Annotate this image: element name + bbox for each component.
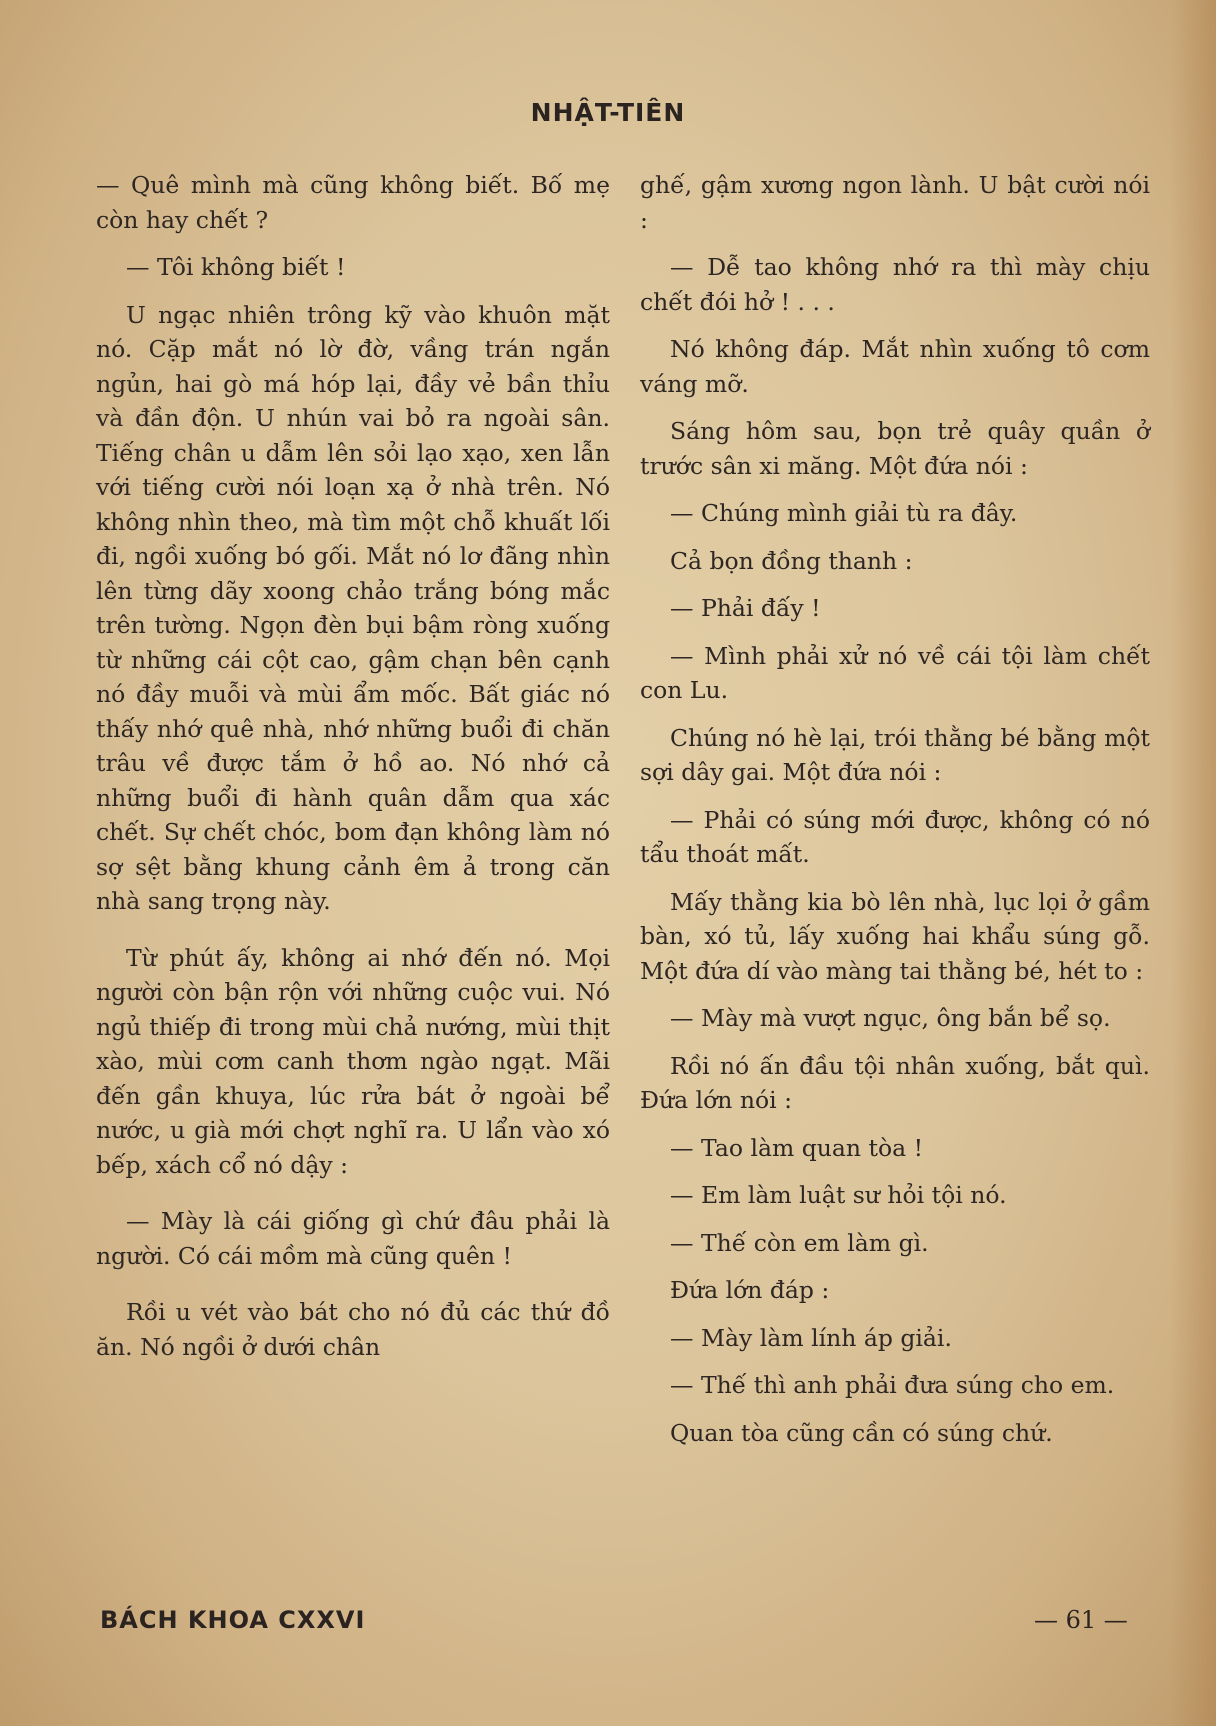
paragraph: Nó không đáp. Mắt nhìn xuống tô cơm váng mỡ. — [640, 335, 1150, 398]
paragraph: Từ phút ấy, không ai nhớ đến nó. Mọi người còn bận rộn với những cuộc vui. Nó ngủ thiếp đi trong mùi chả nướng, mùi thịt xào, mùi cơm canh thơm ngào ngạt. Mãi đến gần khuya, lúc rửa bát ở ngoài bể nước, u già mới chợt nghĩ ra. U lẩn vào xó bếp, xách cổ nó dậy : — [96, 943, 610, 1179]
paragraph: — Quê mình mà cũng không biết. Bố mẹ còn hay chết ? — [96, 171, 610, 234]
paragraph: — Mày mà vượt ngục, ông bắn bể sọ. — [670, 1004, 1111, 1032]
paragraph: — Em làm luật sư hỏi tội nó. — [670, 1181, 1007, 1209]
paragraph: — Thế thì anh phải đưa súng cho em. — [670, 1371, 1115, 1399]
paragraph: U ngạc nhiên trông kỹ vào khuôn mặt nó. Cặp mắt nó lờ đờ, vầng trán ngắn ngủn, hai gò má hóp lại, đầy vẻ bần thỉu và đần độn. U nhún vai bỏ ra ngoài sân. Tiếng chân u dẫm lên sỏi lạo xạo, xen lẫn với tiếng cười nói loạn xạ ở nhà trên. Nó không nhìn theo, mà tìm một chỗ khuất lối đi, ngồi xuống bó gối. Mắt nó lơ đãng nhìn lên từng dãy xoong chảo trắng bóng mắc trên tường. Ngọn đèn bụi bậm ròng xuống từ những cái cột cao, gậm chạn bên cạnh nó đầy muỗi và mùi ẩm mốc. Bất giác nó thấy nhớ quê nhà, nhớ những buổi đi chăn trâu về được tắm ở hồ ao. Nó nhớ cả những buổi đi hành quân dẫm qua xác chết. Sự chết chóc, bom đạn không làm nó sợ sệt bằng khung cảnh êm ả trong căn nhà sang trọng này. — [96, 300, 610, 915]
paragraph: — Phải đấy ! — [670, 594, 821, 622]
paragraph: — Tôi không biết ! — [126, 253, 346, 281]
paragraph: Rồi nó ấn đầu tội nhân xuống, bắt quì. Đứa lớn nói : — [640, 1051, 1150, 1114]
paragraph: Quan tòa cũng cần có súng chứ. — [670, 1418, 1053, 1447]
page-header-author: NHẬT-TIÊN — [530, 98, 686, 127]
paragraph: Sáng hôm sau, bọn trẻ quây quần ở trước sân xi măng. Một đứa nói : — [640, 417, 1150, 480]
paragraph: — Tao làm quan tòa ! — [670, 1133, 924, 1162]
right-text-column — [640, 168, 1150, 1463]
paragraph: — Thế còn em làm gì. — [670, 1228, 929, 1257]
paragraph: — Chúng mình giải tù ra đây. — [670, 499, 1018, 527]
paragraph: Đứa lớn đáp : — [670, 1276, 830, 1304]
paragraph: — Mày làm lính áp giải. — [670, 1323, 952, 1352]
paragraph: ghế, gậm xương ngon lành. U bật cười nói : — [640, 171, 1150, 234]
paragraph: — Mình phải xử nó về cái tội làm chết con Lu. — [640, 641, 1150, 704]
paragraph: — Phải có súng mới được, không có nó tẩu thoát mất. — [640, 805, 1150, 868]
paragraph: Mấy thằng kia bò lên nhà, lục lọi ở gầm bàn, xó tủ, lấy xuống hai khẩu súng gỗ. Một đứa dí vào màng tai thằng bé, hét to : — [640, 887, 1150, 985]
paragraph: Cả bọn đồng thanh : — [670, 546, 913, 575]
left-text-column — [96, 168, 610, 1377]
footer-page-number: — 61 — — [1034, 1606, 1128, 1634]
footer-magazine-title: BÁCH KHOA CXXVI — [100, 1606, 366, 1634]
paragraph: — Mày là cái giống gì chứ đâu phải là người. Có cái mồm mà cũng quên ! — [96, 1207, 610, 1270]
paragraph: Rồi u vét vào bát cho nó đủ các thứ đồ ăn. Nó ngồi ở dưới chân — [96, 1298, 610, 1361]
paragraph: Chúng nó hè lại, trói thằng bé bằng một sợi dây gai. Một đứa nói : — [640, 723, 1150, 786]
paragraph: — Dễ tao không nhớ ra thì mày chịu chết đói hở ! . . . — [640, 253, 1150, 316]
